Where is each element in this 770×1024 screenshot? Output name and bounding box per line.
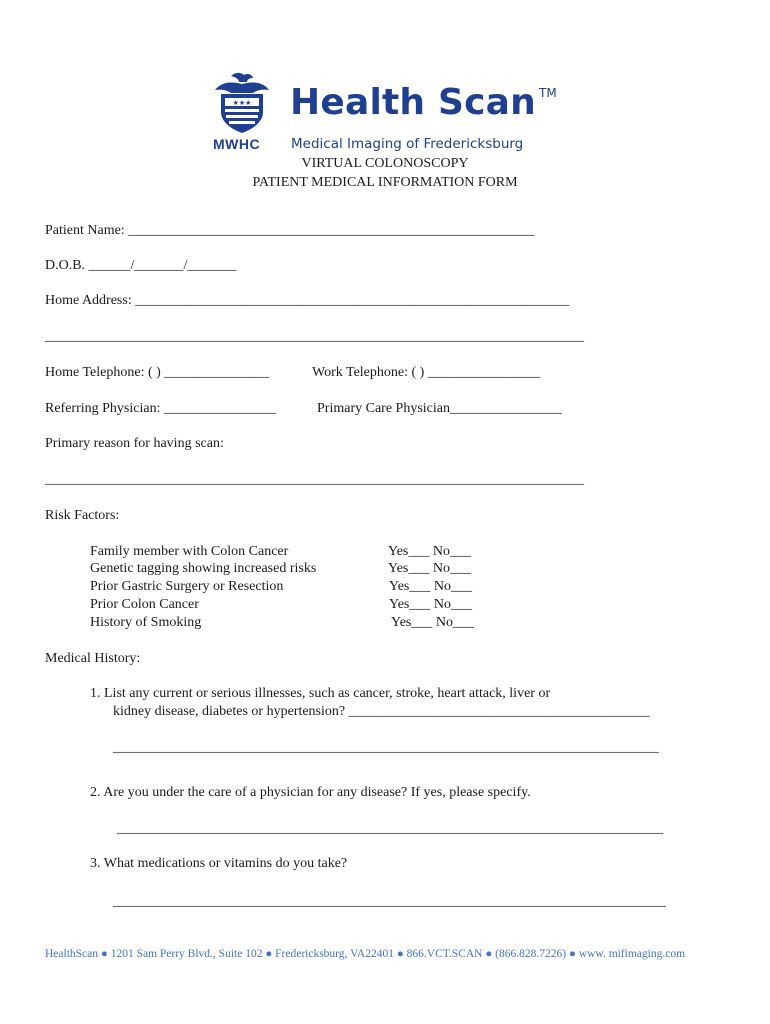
question-2-answer-line[interactable]: ______________________________________________________________________________: [117, 821, 663, 836]
medical-history-heading: Medical History:: [45, 651, 141, 666]
risk-factor-label: Family member with Colon Cancer: [90, 544, 289, 559]
dob-field[interactable]: D.O.B. ______/_______/_______: [45, 258, 237, 273]
home-address-line2[interactable]: _____________________________________________________________________________: [45, 329, 584, 344]
primary-care-physician-field[interactable]: Primary Care Physician________________: [317, 401, 562, 416]
primary-reason-line[interactable]: _____________________________________________________________________________: [45, 472, 584, 487]
risk-factor-answer[interactable]: Yes___ No___: [388, 561, 471, 576]
work-telephone-field[interactable]: Work Telephone: ( ) ________________: [312, 365, 540, 380]
risk-factor-answer[interactable]: Yes___ No___: [389, 597, 472, 612]
risk-factor-answer[interactable]: Yes___ No___: [388, 544, 471, 559]
brand-name: Health Scan: [290, 82, 536, 123]
question-3-answer-line[interactable]: _______________________________________________________________________________: [113, 894, 666, 909]
risk-factor-answer[interactable]: Yes___ No___: [389, 579, 472, 594]
question-1-answer-line-2[interactable]: ______________________________________________________________________________: [113, 740, 659, 755]
risk-factors-heading: Risk Factors:: [45, 508, 120, 523]
footer-contact-info: HealthScan ● 1201 Sam Perry Blvd., Suite 102 ● Fredericksburg, VA22401 ● 866.VCT.SCAN ● (866.828.7226) ● www. mifimaging.com: [45, 948, 686, 960]
health-scan-logo: [205, 70, 565, 155]
question-1-answer-line[interactable]: kidney disease, diabetes or hypertension? ___________________________________________: [113, 704, 650, 719]
patient-name-field[interactable]: Patient Name: __________________________________________________________: [45, 223, 535, 238]
brand-tagline: Medical Imaging of Fredericksburg: [291, 136, 524, 152]
risk-factor-label: Prior Gastric Surgery or Resection: [90, 579, 284, 594]
svg-text:★★★: ★★★: [232, 99, 252, 107]
home-telephone-field[interactable]: Home Telephone: ( ) _______________: [45, 365, 270, 380]
question-1-text: 1. List any current or serious illnesses, such as cancer, stroke, heart attack, liver or: [90, 686, 551, 701]
shield-eagle-icon: [211, 72, 273, 134]
primary-reason-label: Primary reason for having scan:: [45, 436, 224, 451]
question-3-text: 3. What medications or vitamins do you take?: [90, 856, 348, 871]
risk-factor-label: Genetic tagging showing increased risks: [90, 561, 317, 576]
referring-physician-field[interactable]: Referring Physician: ________________: [45, 401, 276, 416]
form-title-line1: VIRTUAL COLONOSCOPY: [301, 156, 469, 171]
question-2-text: 2. Are you under the care of a physician for any disease? If yes, please specify.: [90, 785, 531, 800]
risk-factor-label: Prior Colon Cancer: [90, 597, 199, 612]
risk-factor-answer[interactable]: Yes___ No___: [391, 615, 474, 630]
risk-factor-label: History of Smoking: [90, 615, 202, 630]
mwhc-logo-text: MWHC: [213, 136, 261, 152]
form-title-line2: PATIENT MEDICAL INFORMATION FORM: [252, 175, 518, 190]
home-address-field[interactable]: Home Address: ______________________________________________________________: [45, 293, 570, 308]
trademark-mark: TM: [539, 86, 557, 100]
